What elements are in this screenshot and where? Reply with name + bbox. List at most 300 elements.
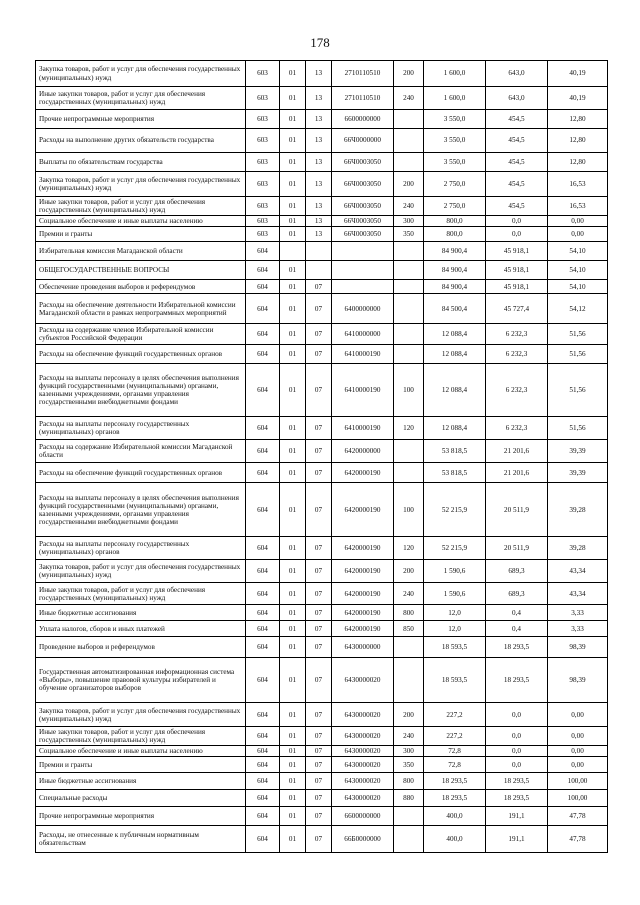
row-expense-type-cell: 120 (394, 417, 424, 440)
row-name-cell: Прочие непрограммные мероприятия (36, 110, 246, 129)
row-planned-amount-cell: 84 900,4 (424, 261, 486, 280)
row-executed-amount-cell: 0,0 (486, 727, 548, 746)
row-subsection-code-cell: 13 (306, 129, 332, 153)
row-name-cell: Социальное обеспечение и иные выплаты населению (36, 746, 246, 757)
row-execution-percent-cell: 98,39 (548, 637, 608, 658)
row-target-article-cell: 6410000000 (332, 324, 394, 345)
row-planned-amount-cell: 800,0 (424, 227, 486, 242)
row-expense-type-cell: 350 (394, 757, 424, 773)
row-executed-amount-cell: 643,0 (486, 61, 548, 87)
table-row (36, 417, 608, 440)
row-target-article-cell: 66Ч0003050 (332, 216, 394, 227)
row-planned-amount-cell: 12,0 (424, 621, 486, 637)
row-subsection-code-cell: 07 (306, 727, 332, 746)
row-target-article-cell: 6420000190 (332, 605, 394, 621)
row-ministry-code-cell: 604 (246, 537, 280, 560)
table-row (36, 637, 608, 658)
table-row (36, 61, 608, 87)
row-subsection-code-cell: 07 (306, 773, 332, 790)
row-expense-type-cell: 100 (394, 364, 424, 417)
row-execution-percent-cell: 16,53 (548, 172, 608, 197)
row-executed-amount-cell: 45 918,1 (486, 280, 548, 294)
row-name-cell: Выплаты по обязательствам государства (36, 153, 246, 172)
row-executed-amount-cell: 689,3 (486, 583, 548, 605)
row-subsection-code-cell: 07 (306, 658, 332, 703)
table-row (36, 583, 608, 605)
row-name-cell: Прочие непрограммные мероприятия (36, 807, 246, 826)
row-ministry-code-cell: 603 (246, 87, 280, 110)
row-section-code-cell: 01 (280, 294, 306, 324)
row-target-article-cell: 6430000020 (332, 757, 394, 773)
row-target-article-cell: 66Б0000000 (332, 826, 394, 853)
row-target-article-cell: 6420000190 (332, 560, 394, 583)
table-row (36, 790, 608, 807)
row-expense-type-cell: 200 (394, 61, 424, 87)
row-planned-amount-cell: 12,0 (424, 605, 486, 621)
row-planned-amount-cell: 84 900,4 (424, 280, 486, 294)
row-execution-percent-cell: 39,28 (548, 537, 608, 560)
row-subsection-code-cell: 07 (306, 583, 332, 605)
row-executed-amount-cell: 18 293,5 (486, 658, 548, 703)
row-execution-percent-cell: 40,19 (548, 87, 608, 110)
row-subsection-code-cell: 07 (306, 280, 332, 294)
row-subsection-code-cell: 07 (306, 440, 332, 463)
row-section-code-cell: 01 (280, 216, 306, 227)
row-subsection-code-cell: 07 (306, 417, 332, 440)
row-name-cell: Избирательная комиссия Магаданской области (36, 242, 246, 261)
row-section-code-cell: 01 (280, 417, 306, 440)
row-section-code-cell: 01 (280, 440, 306, 463)
row-name-cell: Расходы на выплаты персоналу в целях обеспечения выполнения функций государственными (муниципальными) органами, казенными учреждениями, органами управления государственными внебюджетными фондами (36, 483, 246, 537)
row-subsection-code-cell: 07 (306, 746, 332, 757)
row-ministry-code-cell: 604 (246, 790, 280, 807)
row-subsection-code-cell: 13 (306, 61, 332, 87)
table-row (36, 364, 608, 417)
table-row (36, 746, 608, 757)
row-name-cell: Проведение выборов и референдумов (36, 637, 246, 658)
row-ministry-code-cell: 603 (246, 129, 280, 153)
row-execution-percent-cell: 47,78 (548, 807, 608, 826)
row-name-cell: Иные закупки товаров, работ и услуг для обеспечения государственных (муниципальных) нужд (36, 87, 246, 110)
row-executed-amount-cell: 191,1 (486, 826, 548, 853)
row-execution-percent-cell: 43,34 (548, 560, 608, 583)
row-expense-type-cell: 240 (394, 87, 424, 110)
row-expense-type-cell: 240 (394, 727, 424, 746)
row-subsection-code-cell (306, 261, 332, 280)
row-subsection-code-cell: 07 (306, 364, 332, 417)
row-expense-type-cell (394, 261, 424, 280)
row-ministry-code-cell: 604 (246, 463, 280, 483)
row-name-cell: Иные закупки товаров, работ и услуг для обеспечения государственных (муниципальных) нужд (36, 197, 246, 216)
row-executed-amount-cell: 20 511,9 (486, 483, 548, 537)
row-execution-percent-cell: 39,39 (548, 440, 608, 463)
row-ministry-code-cell: 604 (246, 583, 280, 605)
row-ministry-code-cell: 603 (246, 197, 280, 216)
row-executed-amount-cell: 45 918,1 (486, 242, 548, 261)
row-subsection-code-cell: 13 (306, 87, 332, 110)
row-execution-percent-cell: 100,00 (548, 773, 608, 790)
row-executed-amount-cell: 0,0 (486, 216, 548, 227)
table-row (36, 294, 608, 324)
row-ministry-code-cell: 604 (246, 605, 280, 621)
row-execution-percent-cell: 12,80 (548, 110, 608, 129)
row-subsection-code-cell: 07 (306, 790, 332, 807)
row-subsection-code-cell: 07 (306, 621, 332, 637)
row-target-article-cell: 66Ч0003050 (332, 227, 394, 242)
row-executed-amount-cell: 6 232,3 (486, 417, 548, 440)
row-executed-amount-cell: 45 727,4 (486, 294, 548, 324)
row-section-code-cell: 01 (280, 583, 306, 605)
row-planned-amount-cell: 84 900,4 (424, 242, 486, 261)
row-planned-amount-cell: 1 600,0 (424, 61, 486, 87)
row-section-code-cell: 01 (280, 110, 306, 129)
row-name-cell: Расходы на обеспечение функций государственных органов (36, 345, 246, 364)
row-subsection-code-cell: 07 (306, 703, 332, 727)
row-planned-amount-cell: 72,8 (424, 746, 486, 757)
row-executed-amount-cell: 45 918,1 (486, 261, 548, 280)
table-row (36, 537, 608, 560)
row-execution-percent-cell: 51,56 (548, 417, 608, 440)
row-expense-type-cell: 200 (394, 172, 424, 197)
row-name-cell: Премии и гранты (36, 227, 246, 242)
row-expense-type-cell (394, 280, 424, 294)
row-execution-percent-cell: 3,33 (548, 621, 608, 637)
row-section-code-cell: 01 (280, 826, 306, 853)
row-section-code-cell: 01 (280, 345, 306, 364)
row-ministry-code-cell: 604 (246, 345, 280, 364)
row-ministry-code-cell: 603 (246, 110, 280, 129)
row-target-article-cell: 66Ч0003050 (332, 153, 394, 172)
row-executed-amount-cell: 454,5 (486, 110, 548, 129)
row-execution-percent-cell: 43,34 (548, 583, 608, 605)
row-execution-percent-cell: 0,00 (548, 216, 608, 227)
row-ministry-code-cell: 604 (246, 637, 280, 658)
row-name-cell: Иные бюджетные ассигнования (36, 605, 246, 621)
row-target-article-cell: 2710110510 (332, 61, 394, 87)
row-subsection-code-cell: 07 (306, 463, 332, 483)
row-execution-percent-cell: 54,10 (548, 280, 608, 294)
row-expense-type-cell: 240 (394, 197, 424, 216)
table-row (36, 807, 608, 826)
row-execution-percent-cell: 98,39 (548, 658, 608, 703)
row-name-cell: Иные закупки товаров, работ и услуг для обеспечения государственных (муниципальных) нужд (36, 583, 246, 605)
table-row (36, 463, 608, 483)
row-executed-amount-cell: 454,5 (486, 129, 548, 153)
row-executed-amount-cell: 21 201,6 (486, 463, 548, 483)
row-target-article-cell: 6430000020 (332, 727, 394, 746)
row-expense-type-cell (394, 110, 424, 129)
row-section-code-cell: 01 (280, 757, 306, 773)
row-section-code-cell: 01 (280, 537, 306, 560)
row-subsection-code-cell: 13 (306, 110, 332, 129)
table-row (36, 605, 608, 621)
row-execution-percent-cell: 51,56 (548, 345, 608, 364)
row-section-code-cell: 01 (280, 129, 306, 153)
row-planned-amount-cell: 227,2 (424, 727, 486, 746)
row-executed-amount-cell: 0,4 (486, 605, 548, 621)
row-ministry-code-cell: 604 (246, 746, 280, 757)
row-subsection-code-cell: 07 (306, 757, 332, 773)
row-executed-amount-cell: 191,1 (486, 807, 548, 826)
row-executed-amount-cell: 6 232,3 (486, 324, 548, 345)
row-expense-type-cell: 800 (394, 773, 424, 790)
table-row (36, 703, 608, 727)
table-row (36, 324, 608, 345)
row-section-code-cell: 01 (280, 746, 306, 757)
row-section-code-cell: 01 (280, 637, 306, 658)
row-subsection-code-cell: 07 (306, 537, 332, 560)
row-name-cell: Расходы на выплаты персоналу государственных (муниципальных) органов (36, 537, 246, 560)
row-planned-amount-cell: 53 818,5 (424, 440, 486, 463)
row-section-code-cell: 01 (280, 61, 306, 87)
row-planned-amount-cell: 18 593,5 (424, 637, 486, 658)
row-subsection-code-cell: 07 (306, 560, 332, 583)
row-section-code-cell: 01 (280, 727, 306, 746)
row-ministry-code-cell: 604 (246, 483, 280, 537)
row-ministry-code-cell: 603 (246, 172, 280, 197)
row-planned-amount-cell: 52 215,9 (424, 537, 486, 560)
table-row (36, 773, 608, 790)
row-ministry-code-cell: 604 (246, 440, 280, 463)
table-row (36, 757, 608, 773)
table-row (36, 129, 608, 153)
row-target-article-cell: 6420000000 (332, 440, 394, 463)
row-expense-type-cell: 350 (394, 227, 424, 242)
row-ministry-code-cell: 604 (246, 242, 280, 261)
row-name-cell: Расходы на обеспечение деятельности Избирательной комиссии Магаданской области в рамках непрограммных мероприятий (36, 294, 246, 324)
row-expense-type-cell (394, 807, 424, 826)
row-section-code-cell: 01 (280, 172, 306, 197)
row-expense-type-cell (394, 463, 424, 483)
row-planned-amount-cell: 12 088,4 (424, 324, 486, 345)
row-planned-amount-cell: 12 088,4 (424, 345, 486, 364)
row-execution-percent-cell: 51,56 (548, 364, 608, 417)
row-name-cell: Иные бюджетные ассигнования (36, 773, 246, 790)
row-target-article-cell: 6420000190 (332, 463, 394, 483)
row-section-code-cell: 01 (280, 790, 306, 807)
row-subsection-code-cell: 13 (306, 197, 332, 216)
row-name-cell: Социальное обеспечение и иные выплаты населению (36, 216, 246, 227)
row-execution-percent-cell: 100,00 (548, 790, 608, 807)
table-body (36, 61, 608, 853)
row-execution-percent-cell: 51,56 (548, 324, 608, 345)
row-name-cell: Расходы на выплаты персоналу в целях обеспечения выполнения функций государственными (муниципальными) органами, казенными учреждениями, органами управления государственными внебюджетными фондами (36, 364, 246, 417)
row-executed-amount-cell: 21 201,6 (486, 440, 548, 463)
table-row (36, 658, 608, 703)
table-row (36, 110, 608, 129)
row-section-code-cell: 01 (280, 560, 306, 583)
row-section-code-cell: 01 (280, 621, 306, 637)
row-planned-amount-cell: 3 550,0 (424, 110, 486, 129)
row-planned-amount-cell: 72,8 (424, 757, 486, 773)
row-section-code-cell: 01 (280, 364, 306, 417)
row-target-article-cell: 6420000190 (332, 537, 394, 560)
table-row (36, 172, 608, 197)
row-execution-percent-cell: 0,00 (548, 727, 608, 746)
row-expense-type-cell (394, 324, 424, 345)
row-expense-type-cell (394, 129, 424, 153)
row-target-article-cell: 6600000000 (332, 807, 394, 826)
row-executed-amount-cell: 0,0 (486, 227, 548, 242)
table-row (36, 261, 608, 280)
row-target-article-cell: 6400000000 (332, 294, 394, 324)
row-planned-amount-cell: 53 818,5 (424, 463, 486, 483)
row-target-article-cell: 2710110510 (332, 87, 394, 110)
row-execution-percent-cell: 54,10 (548, 242, 608, 261)
row-target-article-cell: 6430000020 (332, 658, 394, 703)
row-executed-amount-cell: 20 511,9 (486, 537, 548, 560)
row-name-cell: Специальные расходы (36, 790, 246, 807)
row-target-article-cell: 6430000020 (332, 703, 394, 727)
row-execution-percent-cell: 16,53 (548, 197, 608, 216)
table-row (36, 621, 608, 637)
row-planned-amount-cell: 84 500,4 (424, 294, 486, 324)
row-executed-amount-cell: 0,0 (486, 746, 548, 757)
row-section-code-cell: 01 (280, 807, 306, 826)
row-executed-amount-cell: 6 232,3 (486, 345, 548, 364)
table-row (36, 216, 608, 227)
row-section-code-cell: 01 (280, 324, 306, 345)
row-subsection-code-cell: 07 (306, 605, 332, 621)
row-planned-amount-cell: 400,0 (424, 807, 486, 826)
row-target-article-cell: 6410000190 (332, 364, 394, 417)
row-execution-percent-cell: 12,80 (548, 153, 608, 172)
row-subsection-code-cell (306, 242, 332, 261)
row-planned-amount-cell: 1 590,6 (424, 560, 486, 583)
row-target-article-cell: 6420000190 (332, 483, 394, 537)
row-ministry-code-cell: 603 (246, 153, 280, 172)
row-target-article-cell: 6420000190 (332, 583, 394, 605)
row-expense-type-cell (394, 242, 424, 261)
row-target-article-cell: 6430000020 (332, 746, 394, 757)
row-planned-amount-cell: 2 750,0 (424, 172, 486, 197)
row-section-code-cell: 01 (280, 773, 306, 790)
row-planned-amount-cell: 3 550,0 (424, 153, 486, 172)
row-planned-amount-cell: 227,2 (424, 703, 486, 727)
table-row (36, 826, 608, 853)
row-name-cell: Закупка товаров, работ и услуг для обеспечения государственных (муниципальных) нужд (36, 172, 246, 197)
row-planned-amount-cell: 52 215,9 (424, 483, 486, 537)
table-row (36, 345, 608, 364)
table-row (36, 242, 608, 261)
row-section-code-cell: 01 (280, 605, 306, 621)
row-expense-type-cell (394, 345, 424, 364)
row-subsection-code-cell: 13 (306, 172, 332, 197)
row-target-article-cell: 6600000000 (332, 110, 394, 129)
row-executed-amount-cell: 454,5 (486, 197, 548, 216)
row-subsection-code-cell: 13 (306, 153, 332, 172)
row-executed-amount-cell: 0,0 (486, 757, 548, 773)
row-ministry-code-cell: 603 (246, 61, 280, 87)
row-subsection-code-cell: 07 (306, 826, 332, 853)
row-section-code-cell: 01 (280, 153, 306, 172)
row-execution-percent-cell: 39,28 (548, 483, 608, 537)
row-expense-type-cell (394, 658, 424, 703)
row-execution-percent-cell: 0,00 (548, 227, 608, 242)
row-expense-type-cell: 880 (394, 790, 424, 807)
row-ministry-code-cell: 604 (246, 621, 280, 637)
page-number: 178 (310, 35, 330, 50)
row-ministry-code-cell: 604 (246, 658, 280, 703)
row-target-article-cell: 6430000000 (332, 637, 394, 658)
row-expense-type-cell: 200 (394, 703, 424, 727)
row-section-code-cell: 01 (280, 658, 306, 703)
row-execution-percent-cell: 0,00 (548, 703, 608, 727)
row-expense-type-cell: 100 (394, 483, 424, 537)
row-ministry-code-cell: 604 (246, 294, 280, 324)
row-name-cell: Иные закупки товаров, работ и услуг для обеспечения государственных (муниципальных) нужд (36, 727, 246, 746)
row-executed-amount-cell: 18 293,5 (486, 773, 548, 790)
row-section-code-cell: 01 (280, 87, 306, 110)
row-executed-amount-cell: 454,5 (486, 153, 548, 172)
table-row (36, 280, 608, 294)
row-subsection-code-cell: 07 (306, 345, 332, 364)
row-target-article-cell: 6430000020 (332, 773, 394, 790)
row-planned-amount-cell: 3 550,0 (424, 129, 486, 153)
row-name-cell: Премии и гранты (36, 757, 246, 773)
row-planned-amount-cell: 2 750,0 (424, 197, 486, 216)
row-subsection-code-cell: 07 (306, 294, 332, 324)
row-executed-amount-cell: 6 232,3 (486, 364, 548, 417)
row-target-article-cell: 66Ч0003050 (332, 172, 394, 197)
row-ministry-code-cell: 604 (246, 703, 280, 727)
row-expense-type-cell (394, 440, 424, 463)
row-ministry-code-cell: 604 (246, 280, 280, 294)
row-expense-type-cell: 800 (394, 605, 424, 621)
row-expense-type-cell: 240 (394, 583, 424, 605)
row-execution-percent-cell: 54,12 (548, 294, 608, 324)
row-target-article-cell: 66Ч0003050 (332, 197, 394, 216)
row-expense-type-cell (394, 637, 424, 658)
row-planned-amount-cell: 12 088,4 (424, 364, 486, 417)
table-row (36, 483, 608, 537)
row-planned-amount-cell: 800,0 (424, 216, 486, 227)
row-name-cell: Расходы на содержание Избирательной комиссии Магаданской области (36, 440, 246, 463)
row-expense-type-cell: 120 (394, 537, 424, 560)
row-ministry-code-cell: 604 (246, 364, 280, 417)
row-target-article-cell: 6410000190 (332, 417, 394, 440)
row-expense-type-cell (394, 294, 424, 324)
row-executed-amount-cell: 643,0 (486, 87, 548, 110)
row-subsection-code-cell: 07 (306, 807, 332, 826)
row-name-cell: Расходы на выполнение других обязательств государства (36, 129, 246, 153)
row-subsection-code-cell: 13 (306, 216, 332, 227)
row-subsection-code-cell: 07 (306, 483, 332, 537)
row-name-cell: ОБЩЕГОСУДАРСТВЕННЫЕ ВОПРОСЫ (36, 261, 246, 280)
row-expense-type-cell: 300 (394, 746, 424, 757)
row-section-code-cell: 01 (280, 463, 306, 483)
row-target-article-cell (332, 242, 394, 261)
row-section-code-cell: 01 (280, 483, 306, 537)
row-execution-percent-cell: 40,19 (548, 61, 608, 87)
row-ministry-code-cell: 604 (246, 757, 280, 773)
row-expense-type-cell (394, 826, 424, 853)
row-name-cell: Закупка товаров, работ и услуг для обеспечения государственных (муниципальных) нужд (36, 61, 246, 87)
row-planned-amount-cell: 1 590,6 (424, 583, 486, 605)
row-expense-type-cell: 850 (394, 621, 424, 637)
row-expense-type-cell: 300 (394, 216, 424, 227)
row-target-article-cell: 6430000020 (332, 790, 394, 807)
row-ministry-code-cell: 604 (246, 807, 280, 826)
row-name-cell: Закупка товаров, работ и услуг для обеспечения государственных (муниципальных) нужд (36, 703, 246, 727)
row-ministry-code-cell: 604 (246, 826, 280, 853)
row-subsection-code-cell: 07 (306, 324, 332, 345)
table-row (36, 560, 608, 583)
row-executed-amount-cell: 18 293,5 (486, 637, 548, 658)
row-execution-percent-cell: 54,10 (548, 261, 608, 280)
row-ministry-code-cell: 604 (246, 324, 280, 345)
row-planned-amount-cell: 12 088,4 (424, 417, 486, 440)
